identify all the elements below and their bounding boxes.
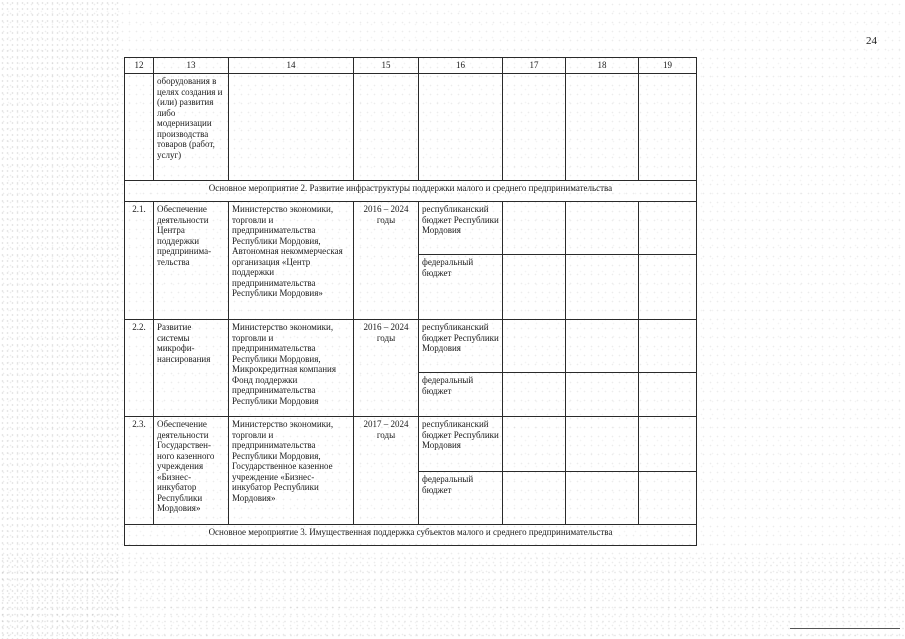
cell-empty	[503, 202, 566, 255]
executor: Министерство экономики, торговли и предпринимательства Республики Мордовия, Автономная некоммерческая организация «Центр поддержки предпринимательства Республики Мордовия»	[229, 202, 354, 320]
cell-empty	[503, 74, 566, 181]
cell-empty	[566, 373, 639, 417]
period: 2017 – 2024 годы	[354, 417, 419, 525]
col-header-14: 14	[229, 58, 354, 74]
executor: Министерство экономики, торговли и предпринимательства Республики Мордовия, Микрокредитная компания Фонд поддержки предпринимательства Республики Мордовия	[229, 320, 354, 417]
section-2-row	[125, 181, 697, 202]
table-row-2-2	[125, 320, 697, 373]
period: 2016 – 2024 годы	[354, 320, 419, 417]
funding-source-regional: республиканский бюджет Республики Мордовия	[419, 320, 503, 373]
cell-empty	[639, 373, 697, 417]
col-header-15: 15	[354, 58, 419, 74]
cell-empty	[503, 373, 566, 417]
section-3-title: Основное мероприятие 3. Имущественная поддержка субъектов малого и среднего предпринимательства	[125, 525, 697, 546]
funding-source-federal: федеральный бюджет	[419, 472, 503, 525]
cell-empty	[639, 202, 697, 255]
cell-empty	[566, 202, 639, 255]
row-number: 2.2.	[125, 320, 154, 417]
activity-name: Обеспечение деятельности Государствен-ного казенного учреждения «Бизнес-инкубатор Республики Мордовия»	[154, 417, 229, 525]
funding-source-federal: федеральный бюджет	[419, 255, 503, 320]
executor: Министерство экономики, торговли и предпринимательства Республики Мордовия, Государственное казенное учреждение «Бизнес-инкубатор Республики Мордовия»	[229, 417, 354, 525]
cell-empty	[419, 74, 503, 181]
funding-source-federal: федеральный бюджет	[419, 373, 503, 417]
cell-empty	[354, 74, 419, 181]
col-header-17: 17	[503, 58, 566, 74]
cell-empty	[566, 255, 639, 320]
col-header-13: 13	[154, 58, 229, 74]
period: 2016 – 2024 годы	[354, 202, 419, 320]
cell-empty	[566, 320, 639, 373]
cell-empty	[125, 74, 154, 181]
col-header-19: 19	[639, 58, 697, 74]
funding-source-regional: республиканский бюджет Республики Мордовия	[419, 202, 503, 255]
column-number-row	[125, 58, 697, 74]
row-number: 2.3.	[125, 417, 154, 525]
continuation-row	[125, 74, 697, 181]
cell-empty	[566, 417, 639, 472]
cell-empty	[503, 472, 566, 525]
cell-empty	[566, 472, 639, 525]
col-header-18: 18	[566, 58, 639, 74]
cell-empty	[639, 320, 697, 373]
page-number: 24	[866, 35, 877, 47]
col-header-16: 16	[419, 58, 503, 74]
cell-empty	[503, 320, 566, 373]
cell-empty	[503, 255, 566, 320]
cell-empty	[639, 74, 697, 181]
section-2-title: Основное мероприятие 2. Развитие инфраструктуры поддержки малого и среднего предпринимательства	[125, 181, 697, 202]
scan-noise-bottom	[0, 555, 905, 639]
cell-empty	[639, 472, 697, 525]
section-3-row	[125, 525, 697, 546]
activity-name: Обеспечение деятельности Центра поддержки предпринима-тельства	[154, 202, 229, 320]
table-row-2-3	[125, 417, 697, 472]
activity-name: Развитие системы микрофи-нансирования	[154, 320, 229, 417]
scan-edge-line	[790, 628, 900, 629]
program-table	[124, 57, 697, 546]
cell-empty	[229, 74, 354, 181]
cell-empty	[503, 417, 566, 472]
cell-empty	[566, 74, 639, 181]
cell-empty	[639, 255, 697, 320]
cell-empty	[639, 417, 697, 472]
continuation-text: оборудования в целях создания и (или) развития либо модернизации производства товаров (работ, услуг)	[154, 74, 229, 181]
col-header-12: 12	[125, 58, 154, 74]
row-number: 2.1.	[125, 202, 154, 320]
table-row-2-1	[125, 202, 697, 255]
scan-noise-left	[0, 0, 120, 639]
funding-source-regional: республиканский бюджет Республики Мордовия	[419, 417, 503, 472]
